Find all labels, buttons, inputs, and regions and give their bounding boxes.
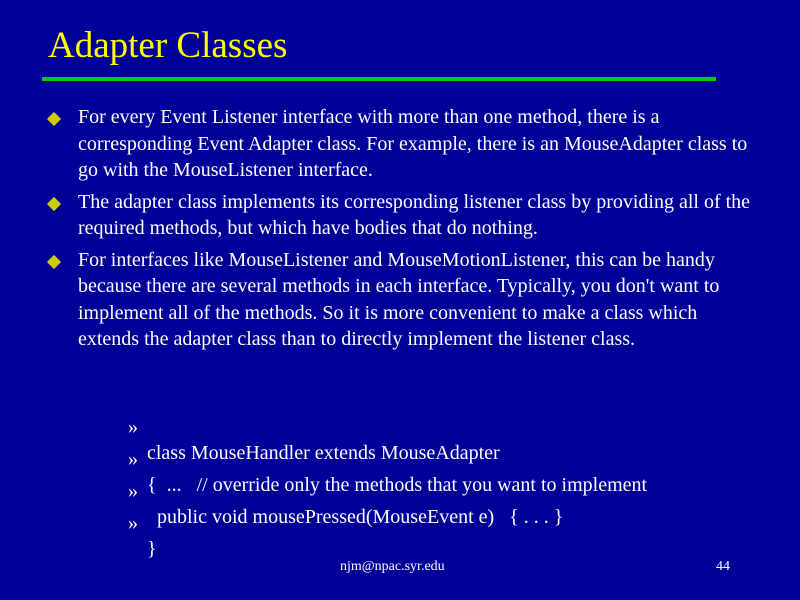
chevron-bullet-icon: » <box>128 512 138 534</box>
diamond-bullet-icon <box>47 196 61 210</box>
code-text: class MouseHandler extends MouseAdapter <box>147 442 500 464</box>
code-sub-list <box>0 388 800 560</box>
code-text: public void mousePressed(MouseEvent e) { . . . } <box>147 506 564 528</box>
bullet-list <box>0 104 800 350</box>
code-text: } <box>147 538 157 560</box>
chevron-bullet-icon: » <box>128 448 138 470</box>
footer-email: njm@npac.syr.edu <box>340 559 445 574</box>
code-line <box>0 388 800 464</box>
code-text: { ... // override only the methods that you want to implement <box>147 474 648 496</box>
page-number: 44 <box>716 559 730 574</box>
bullet-text: The adapter class implements its corresponding listener class by providing all of the required methods, but which have bodies that do nothing. <box>78 190 751 239</box>
title-divider <box>42 77 716 81</box>
bullet-text: For interfaces like MouseListener and MouseMotionListener, this can be handy because there are several methods in each interface. Typically, you don't want to implement all of the methods. So it is more convenient to make a class which extends the adapter class than to directly implement the listener class. <box>78 248 720 350</box>
slide-title: Adapter Classes <box>48 25 288 66</box>
bullet-item <box>0 189 800 242</box>
bullet-text: For every Event Listener interface with more than one method, there is a corresponding Event Adapter class. For example, there is an MouseAdapter class to go with the MouseListener interface. <box>78 106 748 181</box>
bullet-item <box>0 247 800 353</box>
chevron-bullet-icon: » <box>128 416 138 438</box>
diamond-bullet-icon <box>47 112 61 126</box>
diamond-bullet-icon <box>47 254 61 268</box>
chevron-bullet-icon: » <box>128 480 138 502</box>
bullet-item <box>0 104 800 184</box>
